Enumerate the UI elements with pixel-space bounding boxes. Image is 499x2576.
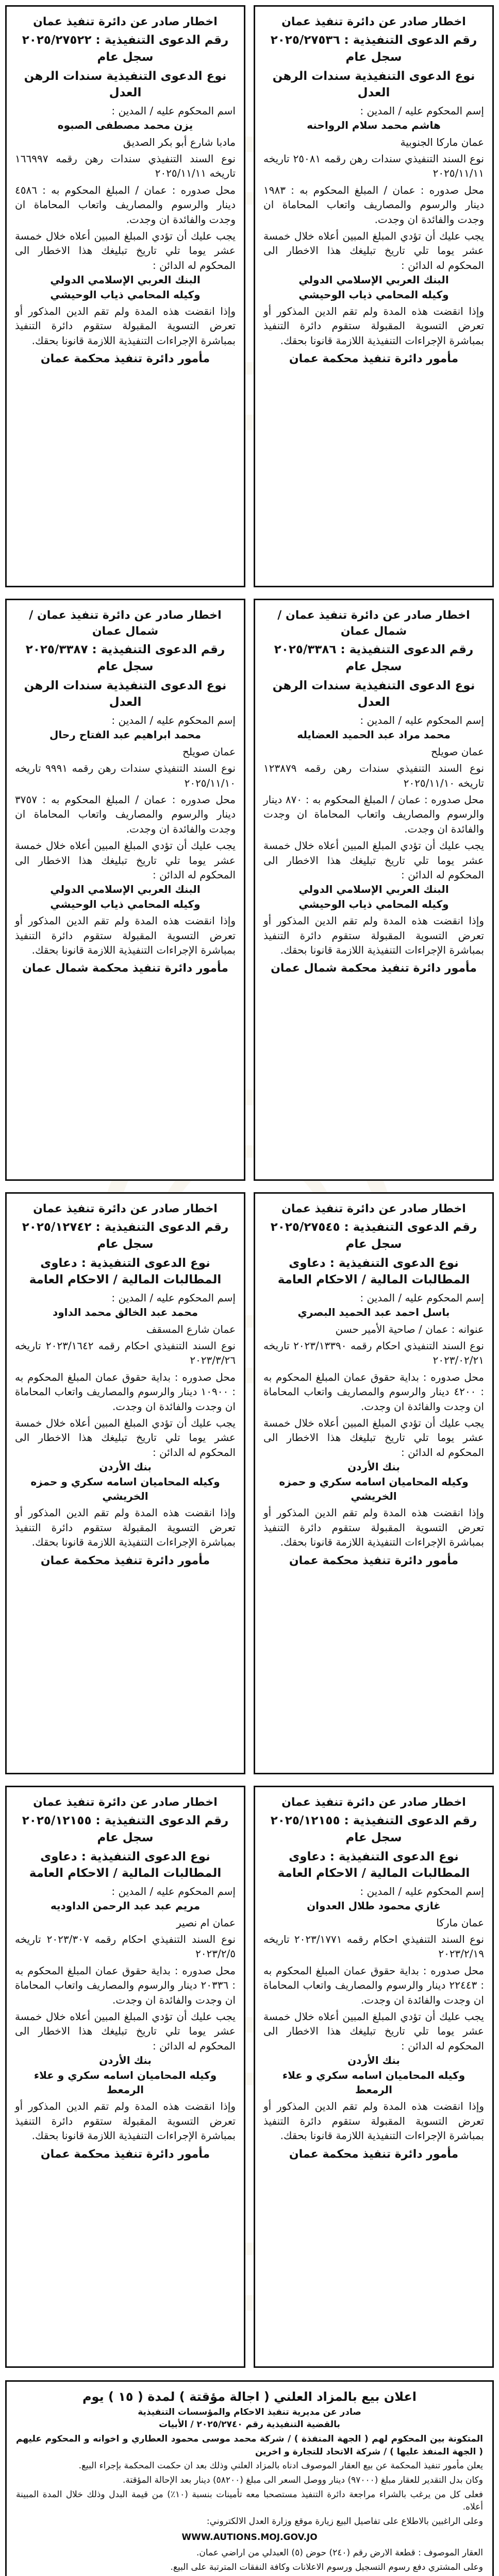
notice-debtor-label: إسم المحكوم عليه / المدين : [111,1291,236,1304]
notice-demand: يجب عليك أن تؤدي المبلغ المبين أعلاه خلال خمسة عشر يوما تلي تاريخ تبليغك هذا الاخطار الى المحكوم له الدائن : [263,1416,484,1459]
notice-debtor-name: هاشم محمد سلام الرواحنه [307,119,441,132]
notice-case-type: نوع الدعوى التنفيذية سندات الرهن العدل [24,69,227,100]
notice-document: نوع السند التنفيذي سندات رهن رقمه ٢٥٠٨١ تاريخه ٢٠٢٥/١١/١١ [263,152,485,180]
execution-notice [254,599,494,1181]
auction-sale-notice [5,2380,494,2576]
notice-attorney: وكيله المحامي ذياب الوحيشي [50,897,201,910]
notice-demand: يجب عليك أن تؤدي المبلغ المبين أعلاه خلال خمسة عشر يوما تلي تاريخ تبليغك هذا الاخطار الى المحكوم له الدائن : [15,229,236,272]
execution-notice [254,5,494,587]
notice-header: اخطار صادر عن دائرة تنفيذ عمان / شمال عمان [277,609,470,638]
notice-closing: وإذا انقضت هذه المدة ولم تقم الدين المذكور أو تعرض التسوية المقبولة ستقوم دائرة التنفيذ بمباشرة الإجراءات التنفيذية اللازمة قانونا بحقك. [263,2100,484,2142]
notice-creditor: بنك الأردن [99,2054,152,2067]
notice-closing: وإذا انقضت هذه المدة ولم تقم الدين المذكور أو تعرض التسوية المقبولة ستقوم دائرة التنفيذ بمباشرة الإجراءات التنفيذية اللازمة قانونا بحقك. [263,914,484,956]
notice-signature: مأمور دائرة تنفيذ محكمة شمال عمان [271,962,477,975]
notice-attorney: وكيله المحاميان اسامه سكري و علاء الرمعط [282,2069,465,2096]
notice-document: نوع السند التنفيذي سندات رهن رقمه ١٦٦٩٩٧ تاريخه ٢٠٢٥/١١/١١ [15,152,236,180]
notice-case-number: رقم الدعوى التنفيذية : ٢٠٢٥/٣٣٨٦ سجل عام [274,643,474,674]
notice-attorney: وكيله المحامي ذياب الوحيشي [298,897,449,910]
notice-signature: مأمور دائرة تنفيذ محكمة عمان [40,1554,210,1567]
notice-header: اخطار صادر عن دائرة تنفيذ عمان / شمال عمان [29,609,222,638]
notice-case-type: نوع الدعوى التنفيذية سندات الرهن العدل [24,679,227,709]
sale-line: وكان بدل التقدير للعقار مبلغ (٩٧٠٠٠) دينار ووصل السعر الى مبلغ (٥٨٢٠٠) دينار بعد الإحالة المؤقتة. [122,2475,483,2485]
notice-creditor: بنك الأردن [347,1461,400,1473]
notice-address: عمان ام نصير [176,1916,236,1929]
notice-address: مادبا شارع أبو بكر الصديق [123,135,236,148]
notice-header: اخطار صادر عن دائرة تنفيذ عمان [33,1796,218,1809]
notice-debtor-name: باسل احمد عبد الحميد البصري [297,1306,450,1319]
notice-signature: مأمور دائرة تنفيذ محكمة عمان [289,352,459,366]
notice-creditor: البنك العربي الإسلامي الدولي [50,883,201,896]
sale-reference: بالقضية التنفيذية رقم ٢٠٢٥/٢٧٤٠ / الأبيات [159,2419,340,2430]
notice-signature: مأمور دائرة تنفيذ محكمة عمان [40,2147,210,2161]
notice-case-type: نوع الدعوى التنفيذية سندات الرهن العدل [272,679,475,709]
notice-header: اخطار صادر عن دائرة تنفيذ عمان [33,1202,218,1215]
notice-creditor: بنك الأردن [99,1461,152,1473]
notice-debtor-label: اسم المحكوم عليه / المدين : [111,104,236,117]
notice-document: نوع السند التنفيذي احكام رقمه ٢٠٢٣/١٦٤٢ تاريخه ٢٠٢٣/٣/٢٦ [15,1340,236,1367]
sale-website-link[interactable]: WWW.AUTIONS.MOJ.GOV.JO [181,2532,318,2543]
notice-signature: مأمور دائرة تنفيذ محكمة عمان [40,352,210,366]
execution-notice [5,1192,245,1774]
notice-document: نوع السند التنفيذي احكام رقمه ٢٠٢٣/٣٠٧ تاريخه ٢٠٢٣/٢/٥ [15,1933,236,1960]
notice-demand: يجب عليك أن تؤدي المبلغ المبين أعلاه خلال خمسة عشر يوما تلي تاريخ تبليغك هذا الاخطار الى المحكوم له الدائن : [263,839,484,881]
notice-case-type: نوع الدعوى التنفيذية سندات الرهن العدل [272,69,475,100]
notice-address: عمان صويلح [182,745,236,758]
notice-amount: محل صدوره : بداية حقوق عمان المبلغ المحكوم به : ٢٠٣٣٦ دينار والرسوم والمصاريف واتعاب المحاماة ان وجدت والفائدة ان وجدت. [15,1964,236,2006]
notice-address: عنوانه : عمان / صاحية الأمير حسن [335,1323,484,1335]
notice-case-number: رقم الدعوى التنفيذية : ٢٠٢٥/٢٧٥٤٥ سجل عام [270,1221,477,1251]
notice-closing: وإذا انقضت هذه المدة ولم تقم الدين المذكور أو تعرض التسوية المقبولة ستقوم دائرة التنفيذ بمباشرة الإجراءات التنفيذية اللازمة قانونا بحقك. [15,1506,236,1549]
notice-creditor: بنك الأردن [347,2054,400,2067]
notice-demand: يجب عليك أن تؤدي المبلغ المبين أعلاه خلال خمسة عشر يوما تلي تاريخ تبليغك هذا الاخطار الى المحكوم له الدائن : [15,2010,236,2052]
sale-line: وعلى الراغبين بالاطلاع على تفاصيل البيع زيارة موقع وزارة العدل الالكتروني: [206,2516,483,2527]
execution-notice [5,5,245,587]
notice-address: عمان ماركا [436,1916,484,1929]
notice-creditor: البنك العربي الإسلامي الدولي [298,883,449,896]
notice-case-number: رقم الدعوى التنفيذية : ٢٠٢٥/١٢١٥٥ سجل عام [270,1814,477,1844]
notice-document: نوع السند التنفيذي احكام رقمه ٢٠٢٣/١٧٧١ تاريخه ٢٠٢٣/٢/١٩ [263,1933,484,1960]
notice-address: عمان ماركا الجنوبية [400,135,484,148]
notice-address: عمان شارع المسقف [146,1323,236,1335]
notice-signature: مأمور دائرة تنفيذ محكمة عمان [289,1554,459,1567]
notice-debtor-name: يزن محمد مصطفى الصبوه [57,119,193,132]
notice-closing: وإذا انقضت هذه المدة ولم تقم الدين المذكور أو تعرض التسوية المقبولة ستقوم دائرة التنفيذ بمباشرة الإجراءات التنفيذية اللازمة قانونا بحقك. [263,1506,484,1549]
execution-notice [254,1786,494,2368]
notice-amount: محل صدوره : عمان / المبلغ المحكوم به : ٣٧٥٧ دينار والرسوم والمصاريف واتعاب المحاماة ان وجدت والفائدة ان وجدت. [15,793,236,835]
notice-header: اخطار صادر عن دائرة تنفيذ عمان [281,1202,466,1215]
notice-case-type: نوع الدعوى التنفيذية : دعاوى المطالبات المالية / الاحكام العامة [29,1850,222,1880]
notice-debtor-label: إسم المحكوم عليه / المدين : [360,1885,484,1897]
notice-debtor-name: محمد عبد الخالق محمد الداود [52,1306,198,1319]
notice-amount: محل صدوره : عمان / المبلغ المحكوم به : ٤٥٨٦ دينار والرسوم والمصاريف واتعاب المحاماة ان وجدت والفائدة ان وجدت. [15,183,236,226]
notice-signature: مأمور دائرة تنفيذ محكمة عمان [289,2147,459,2161]
notice-debtor-label: إسم المحكوم عليه / المدين : [360,1291,484,1304]
notice-case-number: رقم الدعوى التنفيذية : ٢٠٢٥/٣٣٨٧ سجل عام [25,643,225,674]
notice-case-type: نوع الدعوى التنفيذية : دعاوى المطالبات المالية / الاحكام العامة [277,1256,470,1287]
notice-case-number: رقم الدعوى التنفيذية : ٢٠٢٥/٢٧٥٢٢ سجل عام [22,33,229,64]
notice-creditor: البنك العربي الإسلامي الدولي [298,274,449,286]
sale-line: يعلن مأمور تنفيذ المحكمة عن بيع العقار الموصوف ادناه بالمزاد العلني وذلك بعد ان حكمت المحكمة بإجراء البيع. [78,2461,483,2471]
notice-attorney: وكيله المحاميان اسامه سكري و حمزه الخريشي [30,1475,220,1502]
notice-header: اخطار صادر عن دائرة تنفيذ عمان [281,15,466,28]
notice-amount: محل صدوره : عمان / المبلغ المحكوم به : ١٩٨٣ دينار والرسوم والمصاريف واتعاب المحاماة ان وجدت والفائدة ان وجدت. [263,183,484,226]
notice-amount: محل صدوره : بداية حقوق عمان المبلغ المحكوم به : ١٠٩٠٠ دينار والرسوم والمصاريف واتعاب المحاماة ان وجدت والفائدة ان وجدت. [15,1370,236,1413]
sale-parties: المتكونة بين المحكوم لهم ( الجهة المنفذة ) / شركة محمد موسى محمود العطاري و اخوانه و المحكوم عليهم ( الجهة المنفذ عليها ) / شركة الاتحاد للتجارة و اخرين [16,2434,483,2457]
sale-description: وعلى المشتري دفع رسوم التسجيل ورسوم الاعلانات وكافة النفقات المترتبة على البيع. [170,2562,483,2572]
sale-description: العقار الموصوف : قطعة الارض رقم (٢٤٠) حوض (٥) العبدلي من اراضي عمان. [196,2548,483,2558]
notice-closing: وإذا انقضت هذه المدة ولم تقم الدين المذكور أو تعرض التسوية المقبولة ستقوم دائرة التنفيذ بمباشرة الإجراءات التنفيذية اللازمة قانونا بحقك. [15,914,236,956]
notice-case-number: رقم الدعوى التنفيذية : ٢٠٢٥/٢٧٥٣٦ سجل عام [270,33,477,64]
notice-debtor-name: مريم عبد عبد الرحمن الداوديه [50,1900,201,1912]
notice-debtor-name: محمد ابراهيم عبد الفتاح رحال [49,728,201,741]
notice-closing: وإذا انقضت هذه المدة ولم تقم الدين المذكور أو تعرض التسوية المقبولة ستقوم دائرة التنفيذ بمباشرة الإجراءات التنفيذية اللازمة قانونا بحقك. [15,2100,236,2142]
notice-document: نوع السند التنفيذي احكام رقمه ٢٠٢٣/١٣٣٩٠ تاريخه ٢٠٢٣/٠٢/٢١ [263,1340,484,1367]
notice-address: عمان صويلح [430,745,484,758]
notice-row [5,1192,494,1774]
notice-closing: وإذا انقضت هذه المدة ولم تقم الدين المذكور أو تعرض التسوية المقبولة ستقوم دائرة التنفيذ بمباشرة الإجراءات التنفيذية اللازمة قانونا بحقك. [15,304,236,347]
notice-debtor-label: إسم المحكوم عليه / المدين : [111,714,236,727]
notice-debtor-name: محمد مراد عبد الحميد العضايله [297,728,451,741]
execution-notice [5,599,245,1181]
notice-debtor-label: إسم المحكوم عليه / المدين : [360,714,484,727]
notice-demand: يجب عليك أن تؤدي المبلغ المبين أعلاه خلال خمسة عشر يوما تلي تاريخ تبليغك هذا الاخطار الى المحكوم له الدائن : [15,1416,236,1459]
execution-notice [5,1786,245,2368]
notice-attorney: وكيله المحامي ذياب الوحيشي [50,288,201,301]
notice-debtor-label: إسم المحكوم عليه / المدين : [360,104,484,117]
notice-row [5,599,494,1181]
notice-debtor-name: غازي محمود طلال العدوان [307,1900,441,1912]
notice-demand: يجب عليك أن تؤدي المبلغ المبين أعلاه خلال خمسة عشر يوما تلي تاريخ تبليغك هذا الاخطار الى المحكوم له الدائن : [263,229,484,272]
notice-row [5,1786,494,2368]
notice-debtor-label: إسم المحكوم عليه / المدين : [111,1885,236,1897]
sale-subtitle: صادر عن مديرية تنفيذ الاحكام والمؤسسات التنفيذية [138,2406,361,2417]
notice-row [5,5,494,587]
notice-document: نوع السند التنفيذي سندات رهن رقمه ١٢٣٨٧٩ تاريخه ٢٠٢٥/١١/١٠ [263,762,484,789]
notice-attorney: وكيله المحاميان اسامه سكري و حمزه الخريشي [279,1475,469,1502]
notice-attorney: وكيله المحامي ذياب الوحيشي [298,288,449,301]
notice-attorney: وكيله المحاميان اسامه سكري و علاء الرمعط [34,2069,217,2096]
notice-document: نوع السند التنفيذي سندات رهن رقمه ٩٩٩١ تاريخه ٢٠٢٥/١١/١٠ [15,762,236,789]
notice-amount: محل صدوره : بداية حقوق عمان المبلغ المحكوم به : ٢٢٤٤٣ دينار والرسوم والمصاريف واتعاب المحاماة ان وجدت والفائدة ان وجدت. [263,1964,484,2006]
notice-signature: مأمور دائرة تنفيذ محكمة شمال عمان [22,962,228,975]
sale-title: اعلان بيع بالمزاد العلني ( اجالة مؤقتة ) لمدة ( ١٥ ) يوم [82,2389,417,2404]
notice-amount: محل صدوره : بداية حقوق عمان المبلغ المحكوم به : ٤٢٠٠ دينار والرسوم والمصاريف واتعاب المحاماة ان وجدت والفائدة ان وجدت. [263,1370,484,1413]
sale-line: فعلى كل من يرغب بالشراء مراجعة دائرة التنفيذ مستصحبا معه تأمينات بنسبة (١٠٪) من قيمة البدل وذلك خلال المدة المبينة أعلاه. [16,2489,484,2513]
notice-creditor: البنك العربي الإسلامي الدولي [50,274,201,286]
notice-case-type: نوع الدعوى التنفيذية : دعاوى المطالبات المالية / الاحكام العامة [277,1850,470,1880]
notice-case-number: رقم الدعوى التنفيذية : ٢٠٢٥/١٢٧٤٢ سجل عام [22,1221,229,1251]
notice-closing: وإذا انقضت هذه المدة ولم تقم الدين المذكور أو تعرض التسوية المقبولة ستقوم دائرة التنفيذ بمباشرة الإجراءات التنفيذية اللازمة قانونا بحقك. [263,304,484,347]
notice-header: اخطار صادر عن دائرة تنفيذ عمان [281,1796,466,1809]
notice-case-number: رقم الدعوى التنفيذية : ٢٠٢٥/١٢١٥٥ سجل عام [22,1814,229,1844]
notice-demand: يجب عليك أن تؤدي المبلغ المبين أعلاه خلال خمسة عشر يوما تلي تاريخ تبليغك هذا الاخطار الى المحكوم له الدائن : [15,839,236,881]
notice-header: اخطار صادر عن دائرة تنفيذ عمان [33,15,218,28]
notice-case-type: نوع الدعوى التنفيذية : دعاوى المطالبات المالية / الاحكام العامة [29,1256,222,1287]
notice-amount: محل صدوره : عمان / المبلغ المحكوم به : ٨٧٠ دينار والرسوم والمصاريف واتعاب المحاماة ان وجدت والفائدة ان وجدت. [263,793,484,835]
notice-demand: يجب عليك أن تؤدي المبلغ المبين أعلاه خلال خمسة عشر يوما تلي تاريخ تبليغك هذا الاخطار الى المحكوم له الدائن : [263,2010,484,2052]
execution-notice [254,1192,494,1774]
